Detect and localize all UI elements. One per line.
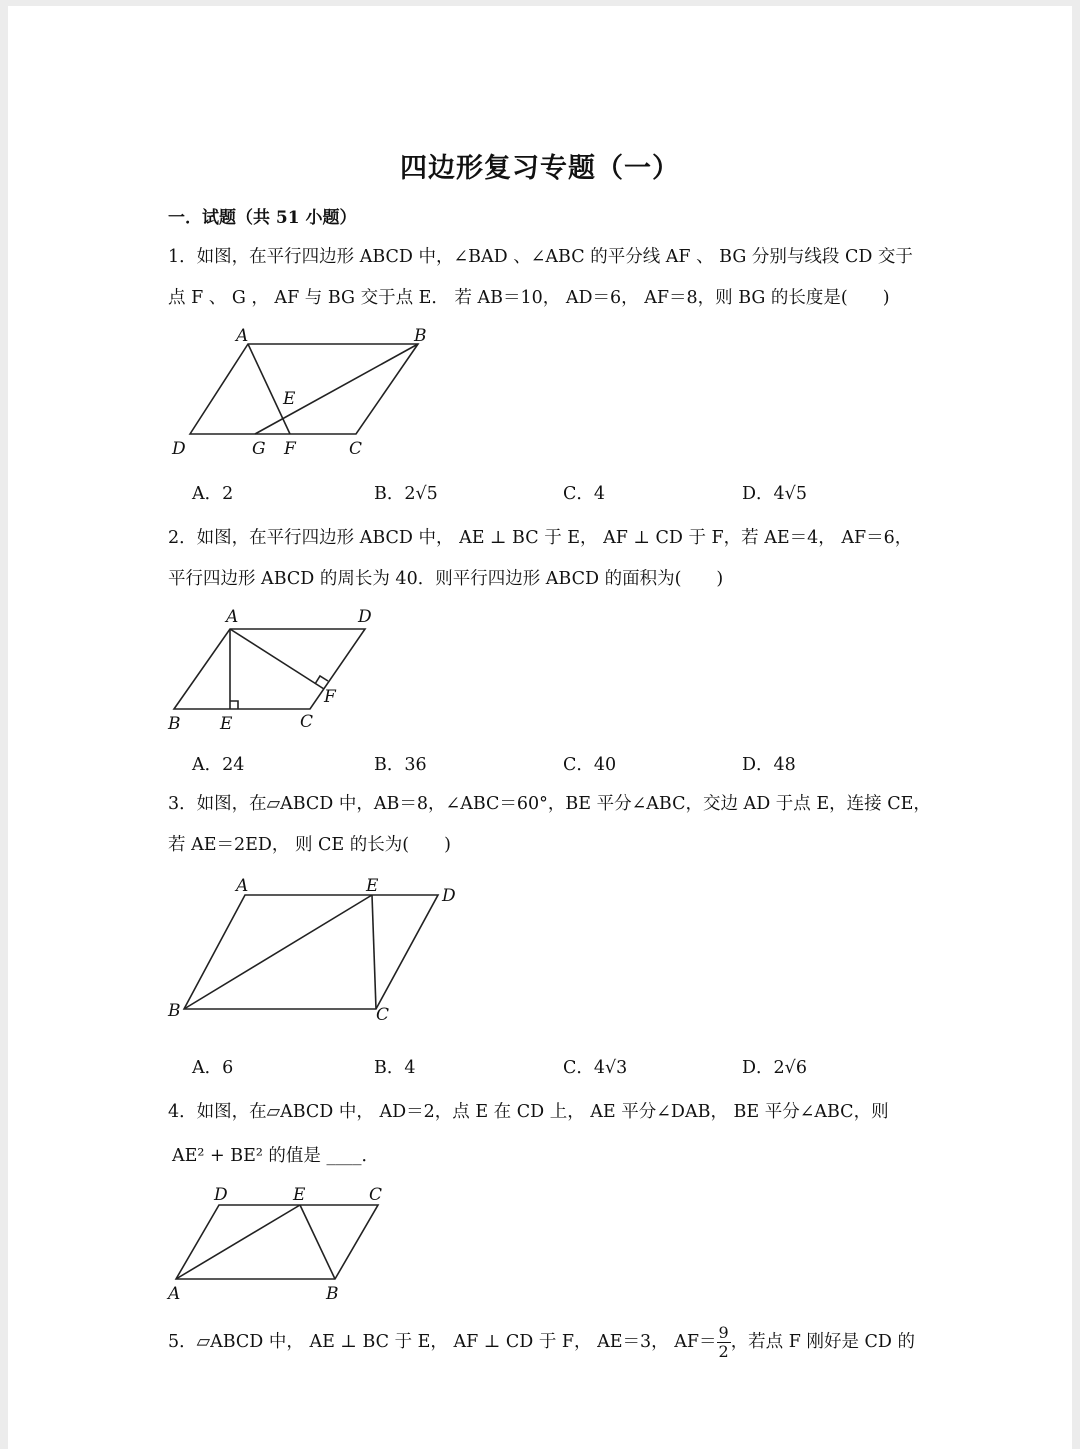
q1-figure xyxy=(160,322,450,462)
q3-option-d[interactable]: D．2√6 xyxy=(742,1058,807,1078)
q5-text-line xyxy=(168,1324,915,1361)
q2-label-e: E xyxy=(220,714,233,734)
q4-figure xyxy=(160,1182,400,1307)
q4-text-line1: 4．如图，在▱ABCD 中， AD＝2，点 E 在 CD 上， AE 平分∠DAB， BE 平分∠ABC，则 xyxy=(168,1102,889,1122)
q2-parallelogram xyxy=(174,629,365,709)
q1-text-line1: 1．如图，在平行四边形 ABCD 中，∠BAD 、∠ABC 的平分线 AF 、 BG 分别与线段 CD 交于 xyxy=(168,247,913,267)
q2-option-a[interactable]: A．24 xyxy=(192,755,245,775)
q5-fraction-numerator: 9 xyxy=(718,1323,729,1342)
q3-label-a: A xyxy=(236,876,249,896)
q2-figure xyxy=(160,604,390,734)
q3-label-c: C xyxy=(376,1005,390,1025)
q1-label-d: D xyxy=(172,439,186,459)
q1-label-a: A xyxy=(236,326,249,346)
q2-option-d[interactable]: D．48 xyxy=(742,755,796,775)
q1-label-c: C xyxy=(349,439,363,459)
q2-option-c[interactable]: C．40 xyxy=(563,755,617,775)
q3-parallelogram xyxy=(184,895,438,1009)
q2-segment-af xyxy=(230,629,324,689)
q2-text-line1: 2．如图，在平行四边形 ABCD 中， AE ⊥ BC 于 E， AF ⊥ CD 于 F，若 AE＝4， AF＝6， xyxy=(168,528,913,548)
q1-label-g: G xyxy=(252,439,266,459)
q2-right-angle-e xyxy=(230,701,238,709)
q1-text-line2: 点 F 、 G ， AF 与 BG 交于点 E． 若 AB＝10， AD＝6， AF＝8，则 BG 的长度是( ) xyxy=(168,288,890,308)
q2-text-line2: 平行四边形 ABCD 的周长为 40．则平行四边形 ABCD 的面积为( ) xyxy=(168,569,724,589)
q3-text-line2: 若 AE＝2ED， 则 CE 的长为( ) xyxy=(168,835,451,855)
q3-label-b: B xyxy=(168,1001,181,1021)
q5-text-start: 5．▱ABCD 中， AE ⊥ BC 于 E， AF ⊥ CD 于 F， AE＝3， AF＝ xyxy=(168,1332,717,1352)
section-heading: 一．试题（共 51 小题） xyxy=(168,208,357,228)
q1-segment-bg xyxy=(255,344,418,434)
q1-label-f: F xyxy=(284,439,296,459)
q1-parallelogram xyxy=(190,344,418,434)
q4-label-d: D xyxy=(214,1185,228,1205)
q1-option-b[interactable]: B．2√5 xyxy=(374,484,438,504)
q4-label-e: E xyxy=(293,1185,306,1205)
q3-figure xyxy=(160,872,470,1032)
q1-option-d[interactable]: D．4√5 xyxy=(742,484,807,504)
q4-segment-ae xyxy=(176,1205,300,1279)
q3-segment-ce xyxy=(372,895,376,1009)
q5-fraction xyxy=(717,1324,731,1361)
q2-label-c: C xyxy=(300,712,314,732)
q5-text-end: ，若点 F 刚好是 CD 的 xyxy=(730,1332,916,1352)
q2-option-b[interactable]: B．36 xyxy=(374,755,427,775)
q4-parallelogram xyxy=(176,1205,378,1279)
q3-segment-be xyxy=(184,895,372,1009)
q4-text-line2: AE² + BE² 的值是 ____． xyxy=(172,1146,379,1166)
q3-text-line1: 3．如图，在▱ABCD 中，AB＝8，∠ABC＝60°，BE 平分∠ABC，交边 AD 于点 E，连接 CE， xyxy=(168,794,931,814)
q4-label-c: C xyxy=(369,1185,383,1205)
q4-segment-be xyxy=(300,1205,335,1279)
q3-option-a[interactable]: A．6 xyxy=(192,1058,234,1078)
q5-fraction-denominator: 2 xyxy=(718,1342,729,1361)
q3-label-d: D xyxy=(442,886,456,906)
q3-option-c[interactable]: C．4√3 xyxy=(563,1058,628,1078)
q3-option-b[interactable]: B．4 xyxy=(374,1058,416,1078)
page-title: 四边形复习专题（一） xyxy=(400,153,680,184)
q2-label-b: B xyxy=(168,714,181,734)
q3-label-e: E xyxy=(366,876,379,896)
q1-label-b: B xyxy=(414,326,427,346)
q4-label-b: B xyxy=(326,1284,339,1304)
q2-label-f: F xyxy=(324,687,336,707)
q1-label-e: E xyxy=(283,389,296,409)
q4-label-a: A xyxy=(168,1284,181,1304)
q1-option-a[interactable]: A．2 xyxy=(192,484,234,504)
q2-right-angle-f xyxy=(315,676,328,684)
q2-label-d: D xyxy=(358,607,372,627)
q1-option-c[interactable]: C．4 xyxy=(563,484,606,504)
q2-label-a: A xyxy=(226,607,239,627)
